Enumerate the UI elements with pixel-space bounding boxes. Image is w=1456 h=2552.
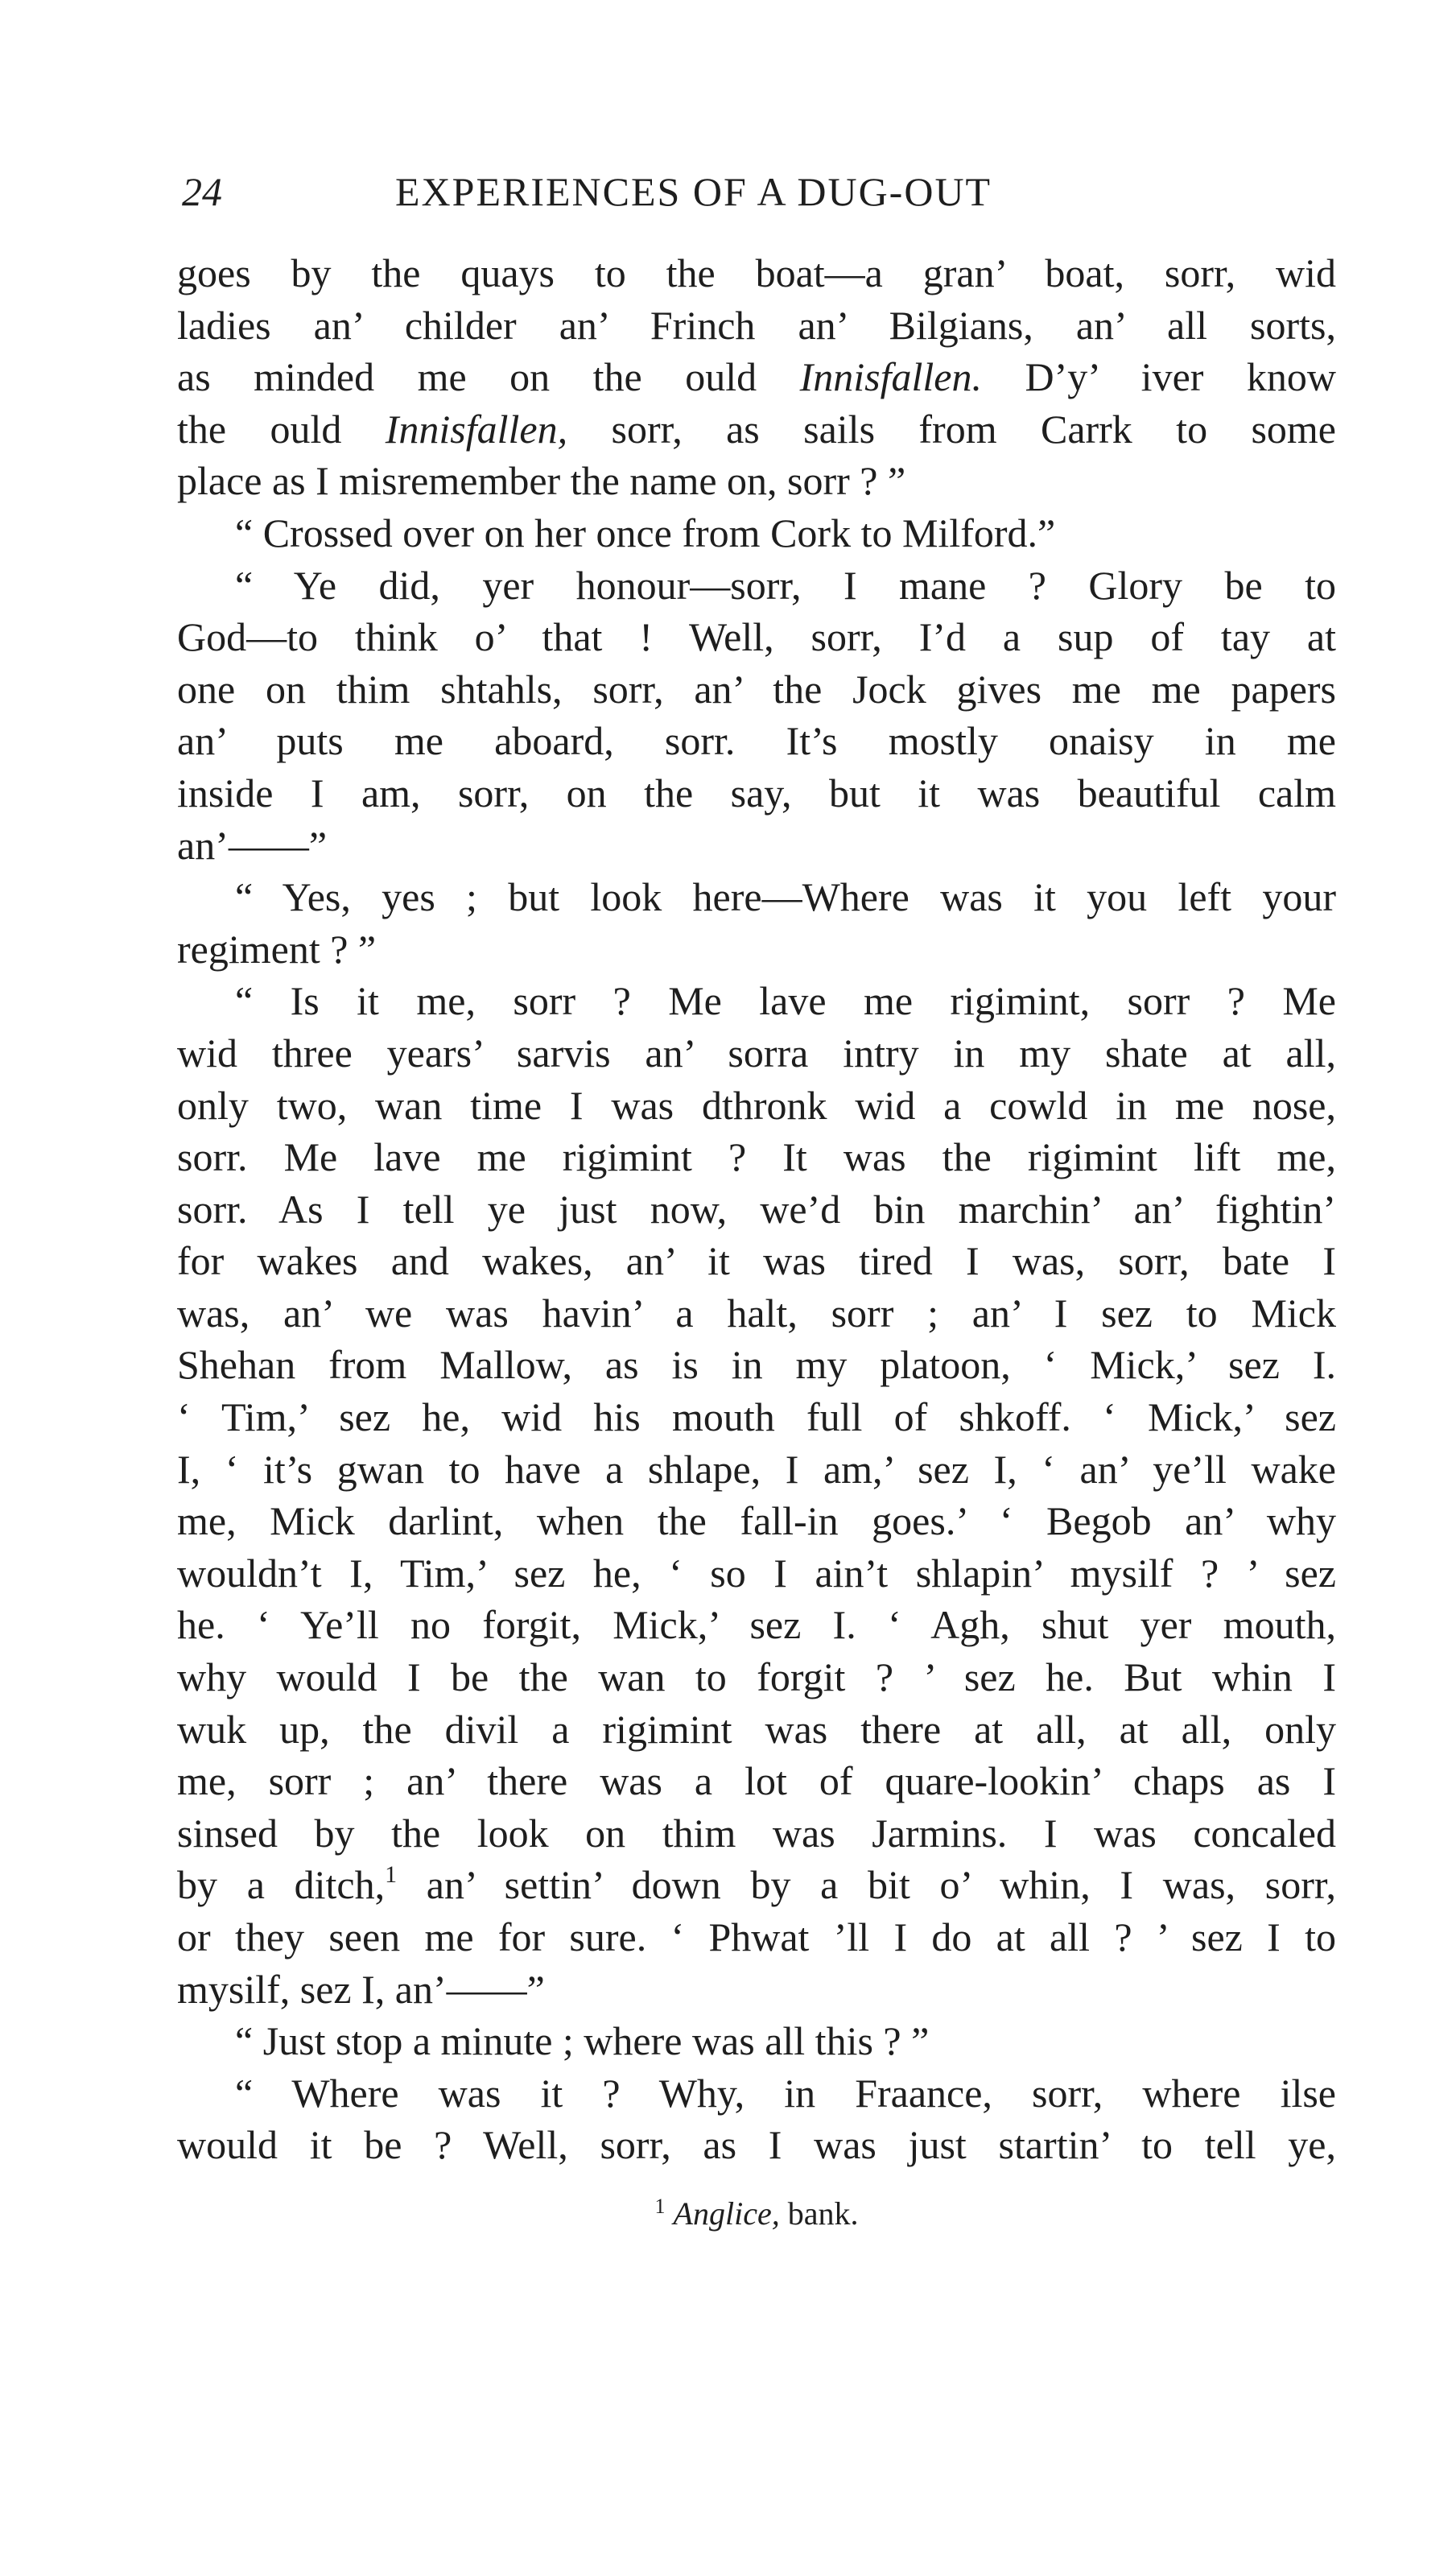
text-line: [177, 975, 1336, 1027]
text-line: [177, 351, 1336, 403]
text-line: [177, 1964, 1336, 2016]
footnote: [177, 2190, 1336, 2238]
text-line: [177, 1599, 1336, 1651]
text-segment: D’y’ iver know: [982, 354, 1337, 400]
footnote-text: bank.: [779, 2195, 859, 2232]
text-segment: I, ‘ it’s gwan to have a shlape, I am,’ sez I, ‘ an’ ye’ll wake: [177, 1446, 1336, 1492]
text-segment: as minded me on the ould: [177, 354, 800, 400]
text-line: [177, 611, 1336, 663]
text-segment: an’——”: [177, 822, 328, 868]
text-segment: would it be ? Well, sorr, as I was just startin’ to tell ye,: [177, 2122, 1336, 2168]
text-line: [177, 2067, 1336, 2120]
text-segment: “ Ye did, yer honour—sorr, I mane ? Glory be to: [235, 562, 1336, 608]
text-line: [177, 1547, 1336, 1600]
page-number: 24: [182, 169, 222, 214]
text-line: [177, 1287, 1336, 1340]
text-line: [177, 299, 1336, 352]
text-line: [177, 1027, 1336, 1080]
text-line: [177, 1080, 1336, 1132]
text-line: [177, 403, 1336, 456]
text-segment: ‘ Tim,’ sez he, wid his mouth full of shkoff. ‘ Mick,’ sez: [177, 1394, 1336, 1440]
text-segment: why would I be the wan to forgit ? ’ sez he. But whin I: [177, 1654, 1336, 1700]
body-text: [177, 247, 1336, 2171]
italic-text: Innisfallen.: [799, 354, 982, 400]
text-segment: one on thim shtahls, sorr, an’ the Jock gives me me papers: [177, 666, 1336, 712]
text-line: [177, 1131, 1336, 1183]
text-line: [177, 247, 1336, 299]
text-segment: inside I am, sorr, on the say, but it was beautiful calm: [177, 770, 1336, 816]
text-segment: sorr. As I tell ye just now, we’d bin marchin’ an’ fightin’: [177, 1186, 1336, 1232]
text-segment: an’ settin’ down by a bit o’ whin, I was, sorr,: [397, 1862, 1336, 1908]
text-segment: “ Yes, yes ; but look here—Where was it you left your: [235, 874, 1336, 920]
text-segment: “ Is it me, sorr ? Me lave me rigimint, sorr ? Me: [235, 978, 1336, 1024]
text-line: [177, 1183, 1336, 1236]
footnote-term: Anglice,: [673, 2195, 780, 2232]
text-segment: wuk up, the divil a rigimint was there at all, at all, only: [177, 1706, 1336, 1752]
footnote-marker: 1: [654, 2195, 666, 2218]
text-line: [177, 1703, 1336, 1756]
text-segment: for wakes and wakes, an’ it was tired I was, sorr, bate I: [177, 1238, 1336, 1284]
text-line: [177, 1495, 1336, 1547]
text-segment: sinsed by the look on thim was Jarmins. I was concaled: [177, 1810, 1336, 1856]
text-line: [177, 923, 1336, 976]
text-segment: wouldn’t I, Tim,’ sez he, ‘ so I ain’t shlapin’ mysilf ? ’ sez: [177, 1550, 1336, 1596]
text-line: [177, 1235, 1336, 1287]
text-segment: was, an’ we was havin’ a halt, sorr ; an’ I sez to Mick: [177, 1290, 1336, 1336]
text-segment: the ould: [177, 406, 386, 452]
text-line: [177, 560, 1336, 612]
text-segment: “ Where was it ? Why, in Fraance, sorr, where ilse: [235, 2070, 1336, 2116]
text-line: [177, 1339, 1336, 1391]
text-line: [177, 820, 1336, 872]
text-line: [177, 1755, 1336, 1807]
text-segment: by a ditch,: [177, 1862, 386, 1908]
text-line: [177, 663, 1336, 716]
text-segment: ladies an’ childer an’ Frinch an’ Bilgians, an’ all sorts,: [177, 302, 1336, 348]
text-segment: sorr. Me lave me rigimint ? It was the rigimint lift me,: [177, 1134, 1336, 1180]
running-head: EXPERIENCES OF A DUG-OUT: [395, 169, 992, 214]
text-segment: “ Just stop a minute ; where was all this ? ”: [235, 2018, 930, 2064]
text-line: [177, 2015, 1336, 2067]
text-segment: sorr, as sails from Carrk to some: [567, 406, 1336, 452]
italic-text: Innisfallen,: [385, 406, 568, 452]
text-line: [177, 507, 1336, 560]
text-segment: or they seen me for sure. ‘ Phwat ’ll I do at all ? ’ sez I to: [177, 1914, 1336, 1959]
text-line: [177, 871, 1336, 923]
text-segment: only two, wan time I was dthronk wid a cowld in me nose,: [177, 1082, 1336, 1128]
text-line: [177, 715, 1336, 767]
footnote-reference: 1: [385, 1861, 398, 1889]
text-line: [177, 2119, 1336, 2171]
text-segment: God—to think o’ that ! Well, sorr, I’d a sup of tay at: [177, 614, 1336, 660]
text-segment: place as I misremember the name on, sorr ? ”: [177, 458, 906, 504]
text-line: [177, 1807, 1336, 1860]
text-line: [177, 1859, 1336, 1911]
text-line: [177, 1911, 1336, 1964]
text-segment: me, sorr ; an’ there was a lot of quare-lookin’ chaps as I: [177, 1758, 1336, 1804]
text-line: [177, 1443, 1336, 1496]
text-segment: me, Mick darlint, when the fall-in goes.’ ‘ Begob an’ why: [177, 1498, 1336, 1544]
text-segment: regiment ? ”: [177, 926, 377, 972]
text-line: [177, 767, 1336, 820]
text-segment: mysilf, sez I, an’——”: [177, 1966, 545, 2012]
text-line: [177, 1391, 1336, 1443]
text-line: [177, 1651, 1336, 1703]
text-segment: wid three years’ sarvis an’ sorra intry in my shate at all,: [177, 1030, 1336, 1076]
text-segment: he. ‘ Ye’ll no forgit, Mick,’ sez I. ‘ Agh, shut yer mouth,: [177, 1602, 1336, 1648]
text-segment: “ Crossed over on her once from Cork to Milford.”: [235, 510, 1056, 555]
text-line: [177, 455, 1336, 507]
text-segment: an’ puts me aboard, sorr. It’s mostly onaisy in me: [177, 718, 1336, 764]
text-segment: Shehan from Mallow, as is in my platoon, ‘ Mick,’ sez I.: [177, 1342, 1336, 1388]
page-header: [182, 159, 1336, 224]
text-segment: goes by the quays to the boat—a gran’ boat, sorr, wid: [177, 250, 1336, 295]
